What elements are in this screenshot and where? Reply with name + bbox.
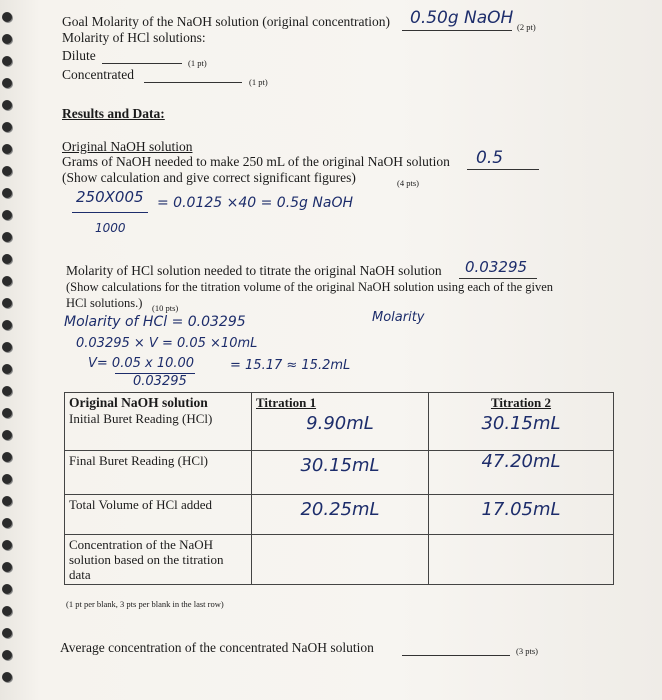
concentrated-label: Concentrated xyxy=(62,67,134,82)
goal-blank[interactable] xyxy=(402,30,512,31)
calc-denominator: 1000 xyxy=(95,221,126,235)
dilute-points: (1 pt) xyxy=(188,58,207,68)
table-cell-t1[interactable] xyxy=(252,393,429,451)
goal-points: (2 pt) xyxy=(517,22,536,32)
grams-blank[interactable] xyxy=(467,169,539,170)
grams-show-instruction: (Show calculation and give correct significant figures) xyxy=(62,170,356,185)
hcl-molarity-label: Molarity of HCl solutions: xyxy=(62,30,206,45)
concentrated-blank[interactable] xyxy=(144,82,242,83)
grams-points: (4 pts) xyxy=(397,178,419,188)
table-header-titration2: Titration 2 xyxy=(490,395,552,410)
average-label: Average concentration of the concentrated NaOH solution xyxy=(60,640,374,655)
dilute-blank[interactable] xyxy=(102,63,182,64)
calc-result: = 0.0125 ×40 = 0.5g NaOH xyxy=(157,195,353,211)
t1-total[interactable]: 20.25mL xyxy=(252,495,429,535)
hw-volume-result: = 15.17 ≈ 15.2mL xyxy=(230,358,351,373)
table-cell-header-label xyxy=(65,393,252,451)
molarity-show-line2: HCl solutions.) xyxy=(66,296,143,310)
table-row xyxy=(65,535,614,585)
t2-initial: 30.15mL xyxy=(481,413,561,434)
spiral-binding xyxy=(0,0,16,700)
table-footnote: (1 pt per blank, 3 pts per blank in the last row) xyxy=(66,599,224,609)
molarity-points: (10 pts) xyxy=(152,303,179,313)
hw-volume-numerator: V= 0.05 x 10.00 xyxy=(88,356,195,371)
row-label-final: Final Buret Reading (HCl) xyxy=(65,451,252,495)
table-header-titration1: Titration 1 xyxy=(256,395,317,410)
molarity-show-line1: (Show calculations for the titration volume of the original NaOH solution using each of the given xyxy=(66,280,554,294)
row-label-initial: Initial Buret Reading (HCl) xyxy=(69,411,213,426)
calc-fraction-bar xyxy=(72,212,148,213)
average-points: (3 pts) xyxy=(516,646,538,656)
table-header-original: Original NaOH solution xyxy=(69,395,208,410)
table-cell-t2[interactable] xyxy=(429,393,614,451)
table-row xyxy=(65,393,614,451)
average-blank[interactable] xyxy=(402,655,510,656)
t2-final[interactable]: 47.20mL xyxy=(429,451,614,495)
grams-question: Grams of NaOH needed to make 250 mL of the original NaOH solution xyxy=(62,154,450,169)
t2-total[interactable]: 17.05mL xyxy=(429,495,614,535)
results-heading: Results and Data: xyxy=(62,106,165,121)
calc-numerator: 250X005 xyxy=(76,188,144,206)
goal-answer: 0.50g NaOH xyxy=(410,8,514,28)
t2-concentration[interactable] xyxy=(429,535,614,585)
original-naoh-heading: Original NaOH solution xyxy=(62,139,193,154)
goal-label: Goal Molarity of the NaOH solution (original concentration) xyxy=(62,14,391,29)
titration-data-table xyxy=(64,392,614,585)
table-row xyxy=(65,451,614,495)
concentrated-points: (1 pt) xyxy=(249,77,268,87)
molarity-answer: 0.03295 xyxy=(465,258,528,276)
t1-initial: 9.90mL xyxy=(306,413,374,434)
hw-molarity-line: Molarity of HCl = 0.03295 xyxy=(64,314,246,330)
hw-molarity-word: Molarity xyxy=(372,310,425,325)
row-label-concentration: Concentration of the NaOH solution based on the titration data xyxy=(65,535,252,585)
molarity-question: Molarity of HCl solution needed to titrate the original NaOH solution xyxy=(66,263,442,278)
t1-final[interactable]: 30.15mL xyxy=(252,451,429,495)
table-row xyxy=(65,495,614,535)
row-label-total: Total Volume of HCl added xyxy=(65,495,252,535)
t1-concentration[interactable] xyxy=(252,535,429,585)
hw-volume-denominator: 0.03295 xyxy=(133,374,187,389)
grams-answer: 0.5 xyxy=(476,148,504,168)
hw-equation-line: 0.03295 × V = 0.05 ×10mL xyxy=(76,336,258,351)
dilute-label: Dilute xyxy=(62,48,96,63)
